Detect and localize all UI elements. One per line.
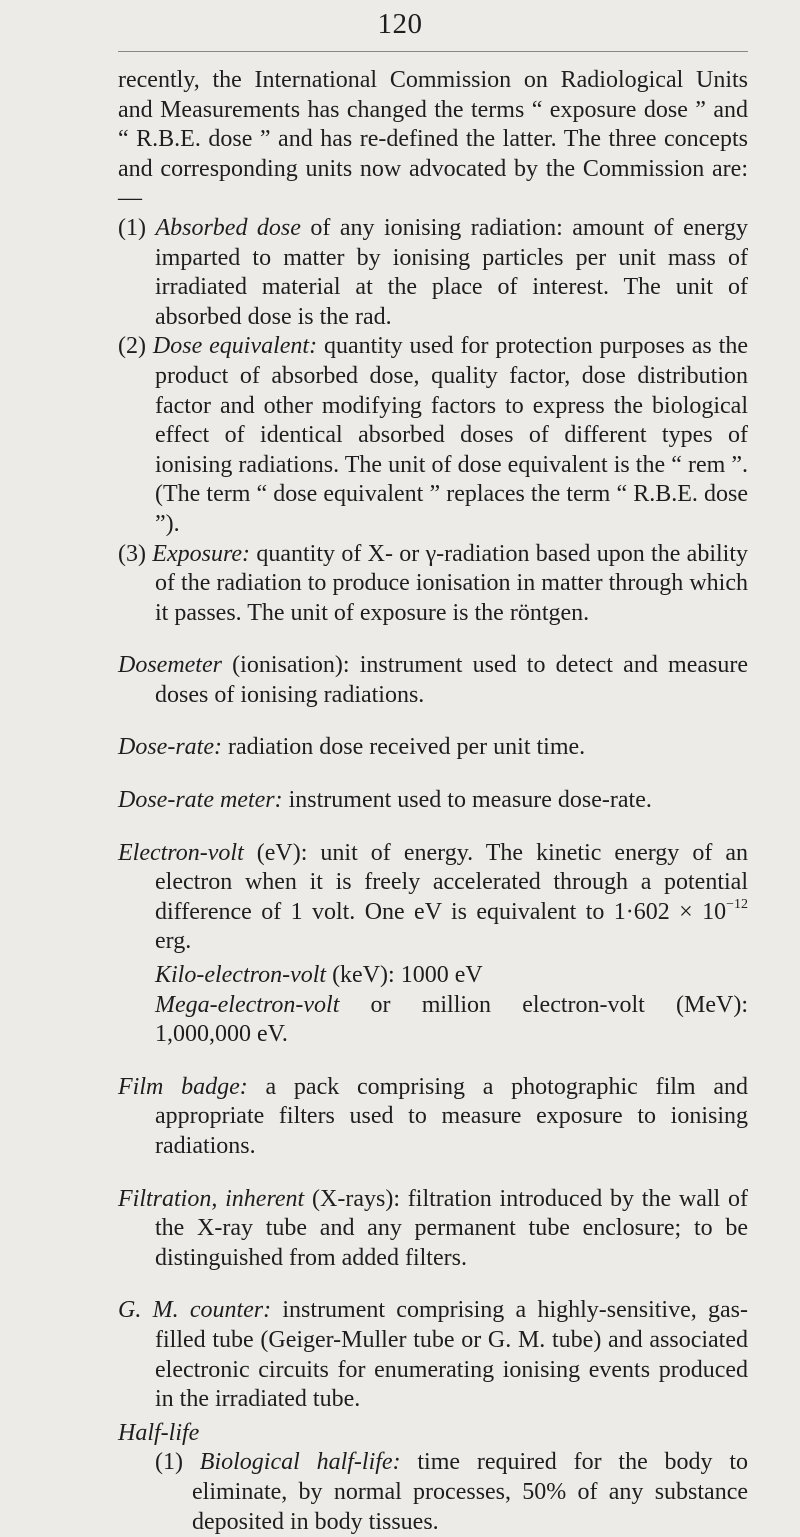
definition: instrument comprising a highly-sensitive, gas-filled tube (Geiger-Muller tube or G. M. tube) and associated electronic circuits for enumerating ionising events produced in the irradiated tube. <box>155 1297 748 1413</box>
entry-filtration-inherent <box>118 1185 748 1274</box>
entry-gm-counter <box>118 1296 748 1414</box>
concept-absorbed-dose <box>118 214 748 332</box>
term: Dosemeter <box>118 652 222 679</box>
entry-half-life-heading <box>118 1419 748 1449</box>
entry-film-badge <box>118 1073 748 1162</box>
term: Biological half-life: <box>199 1449 401 1476</box>
definition: a pack comprising a photographic film and appropriate filters used to measure exposure to ionising radiations. <box>155 1073 748 1159</box>
entry-biological-half-life <box>118 1448 748 1537</box>
entry-mega-electron-volt <box>118 991 748 1050</box>
concept-dose-equivalent <box>118 332 748 539</box>
definition: (eV): unit of energy. The kinetic energy of an electron when it is freely accelerated through a potential difference of 1 volt. One eV is equivalent to 1·602 × 10 <box>155 839 748 925</box>
definition: instrument used to measure dose-rate. <box>282 787 652 814</box>
term: Exposure: <box>152 540 251 567</box>
page-body <box>118 66 748 1537</box>
definition: radiation dose received per unit time. <box>221 734 586 761</box>
term: Filtration, inherent <box>118 1185 305 1212</box>
concept-exposure <box>118 540 748 629</box>
term: Dose equivalent: <box>152 333 318 360</box>
definition-end: erg. <box>155 928 192 955</box>
exponent: −12 <box>726 896 748 912</box>
page-number: 120 <box>377 8 423 40</box>
item-number: (2) <box>118 333 146 360</box>
term: Dose-rate meter: <box>118 787 283 814</box>
term: Half-life <box>118 1419 200 1446</box>
definition: quantity used for protection purposes as the product of absorbed dose, quality factor, dose distribution factor and other modifying factors to express the biological effect of identical absorbed doses of different types of ionising radiations. The unit of dose equivalent is the “ rem ”. (The term “ dose equivalent ” replaces the term “ R.B.E. dose ”). <box>155 333 748 537</box>
definition: (ionisation): instrument used to detect and measure doses of ionising radiations. <box>155 652 748 708</box>
entry-dose-rate <box>118 733 748 763</box>
definition: of any ionising radiation: amount of energy imparted to matter by ionising particles per unit mass of irradiated material at the place of interest. The unit of absorbed dose is the rad. <box>155 214 748 330</box>
intro-paragraph: recently, the International Commission on Radiological Units and Measurements has changed the terms “ exposure dose ” and “ R.B.E. dose ” and has re-defined the latter. The three concepts and corresponding units now advocated by the Commission are:— <box>118 67 748 212</box>
header-rule <box>118 51 748 52</box>
item-number: (1) <box>155 1449 183 1476</box>
term: Electron-volt <box>118 839 244 866</box>
term: Film badge: <box>118 1073 248 1100</box>
term: G. M. counter: <box>118 1297 272 1324</box>
definition: (X-rays): filtration introduced by the wall of the X-ray tube and any permanent tube enclosure; to be distinguished from added filters. <box>155 1185 749 1271</box>
definition: (keV): 1000 eV <box>326 962 483 989</box>
definition: quantity of X- or γ-radiation based upon the ability of the radiation to produce ionisation in matter through which it passes. The unit of exposure is the röntgen. <box>155 540 748 626</box>
term: Absorbed dose <box>155 214 301 241</box>
term: Mega-electron-volt <box>155 991 340 1018</box>
entry-kilo-electron-volt <box>118 961 748 991</box>
definition: time required for the body to eliminate, by normal processes, 50% of any substance deposited in body tissues. <box>192 1449 749 1535</box>
entry-dosemeter <box>118 651 748 710</box>
definition: or million electron-volt (MeV): 1,000,000 eV. <box>155 991 748 1048</box>
item-number: (3) <box>118 540 146 567</box>
term: Kilo-electron-volt <box>155 962 327 989</box>
entry-electron-volt <box>118 839 748 957</box>
term: Dose-rate: <box>118 734 222 761</box>
item-number: (1) <box>118 214 146 241</box>
entry-dose-rate-meter <box>118 786 748 816</box>
